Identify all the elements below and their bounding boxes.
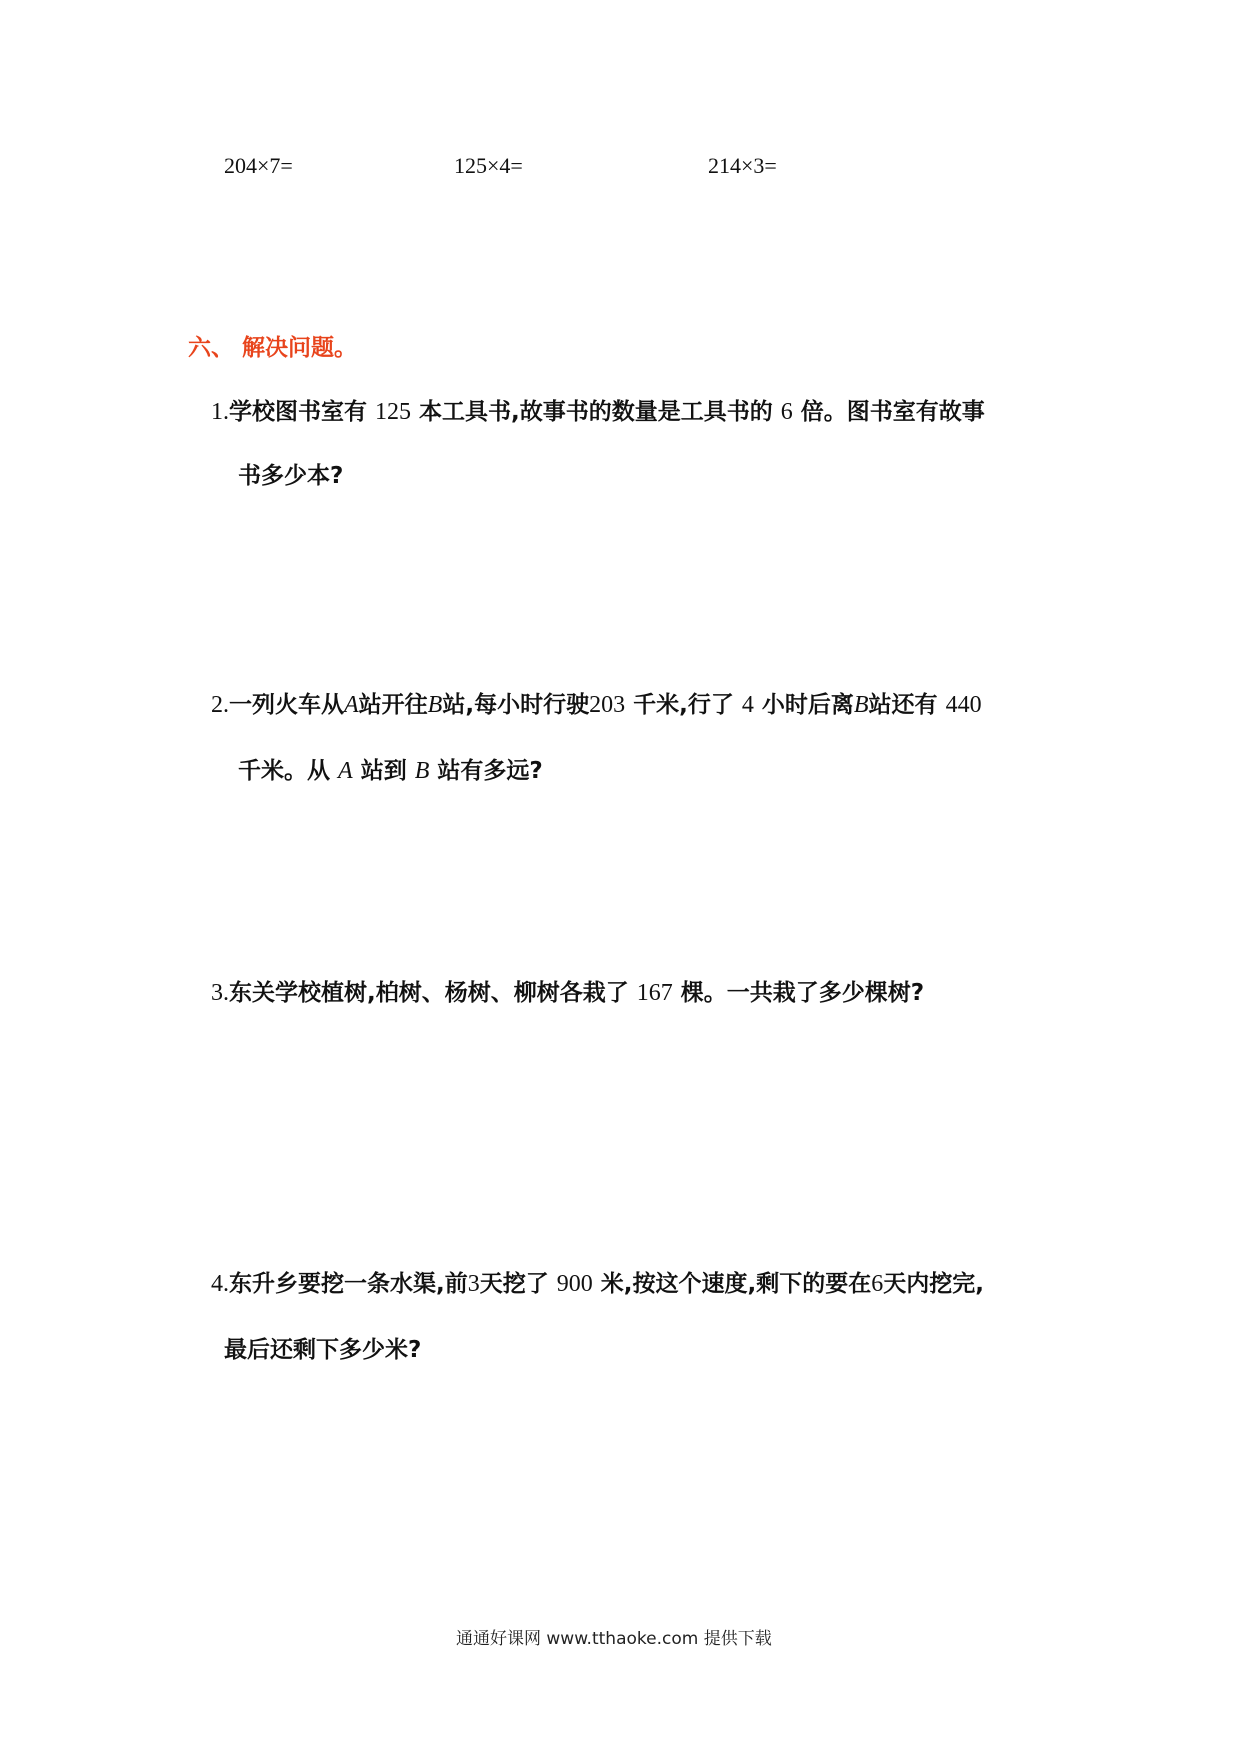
q4-value: 6	[871, 1271, 884, 1297]
q2-text: 一列火车从	[229, 692, 344, 718]
q4-text: 天内挖完,	[883, 1271, 984, 1297]
q2-text: 站,每小时行驶	[442, 692, 590, 718]
q2-var: B	[414, 758, 430, 784]
q2-var: A	[338, 758, 353, 784]
question-1-line-2	[238, 457, 343, 490]
q2-text: 千米,行了	[625, 692, 742, 718]
q4-text: 最后还剩下多少米?	[224, 1337, 422, 1363]
calc-item-1: 204×7=	[224, 153, 293, 178]
question-2-line-2	[238, 752, 543, 785]
q4-value: 900	[556, 1271, 593, 1297]
q2-text: 站有多远?	[429, 758, 543, 784]
calc-item-3: 214×3=	[708, 153, 777, 178]
q1-value: 125	[375, 399, 412, 425]
q2-var: B	[853, 692, 869, 718]
q1-value: 6	[780, 399, 793, 425]
q2-value: 440	[945, 692, 982, 718]
q2-text: 站到	[352, 758, 415, 784]
calc-item-2: 125×4=	[454, 153, 523, 178]
q3-value: 167	[636, 980, 673, 1006]
question-2-number: 2.	[211, 692, 229, 718]
q2-var: B	[427, 692, 443, 718]
q1-text: 书多少本?	[238, 463, 344, 489]
q1-text: 学校图书室有	[229, 399, 376, 425]
q2-var: A	[344, 692, 359, 718]
question-4-line-1	[211, 1265, 984, 1298]
question-1-number: 1.	[211, 399, 229, 425]
q3-text: 棵。一共栽了多少棵树?	[672, 980, 925, 1006]
question-4-number: 4.	[211, 1271, 229, 1297]
question-3-line-1	[211, 974, 924, 1007]
q4-text: 米,按这个速度,剩下的要在	[592, 1271, 872, 1297]
q1-text: 本工具书,故事书的数量是工具书的	[411, 399, 781, 425]
q4-text: 天挖了	[479, 1271, 557, 1297]
question-4-line-2	[224, 1331, 421, 1364]
q1-text: 倍。图书室有故事	[792, 399, 985, 425]
question-1-line-1	[211, 393, 985, 426]
q2-value: 203	[589, 692, 626, 718]
q2-text: 小时后离	[753, 692, 854, 718]
section-title: 六、 解决问题。	[188, 335, 358, 361]
q4-value: 3	[467, 1271, 480, 1297]
question-2-line-1	[211, 686, 982, 719]
q2-text: 站开往	[358, 692, 428, 718]
q4-text: 东升乡要挖一条水渠,前	[229, 1271, 468, 1297]
q2-text: 站还有	[868, 692, 946, 718]
q2-value: 4	[741, 692, 754, 718]
q2-text: 千米。从	[238, 758, 339, 784]
q3-text: 东关学校植树,柏树、杨树、柳树各栽了	[229, 980, 637, 1006]
footer-source: 通通好课网 www.tthaoke.com 提供下载	[456, 1629, 772, 1649]
question-3-number: 3.	[211, 980, 229, 1006]
